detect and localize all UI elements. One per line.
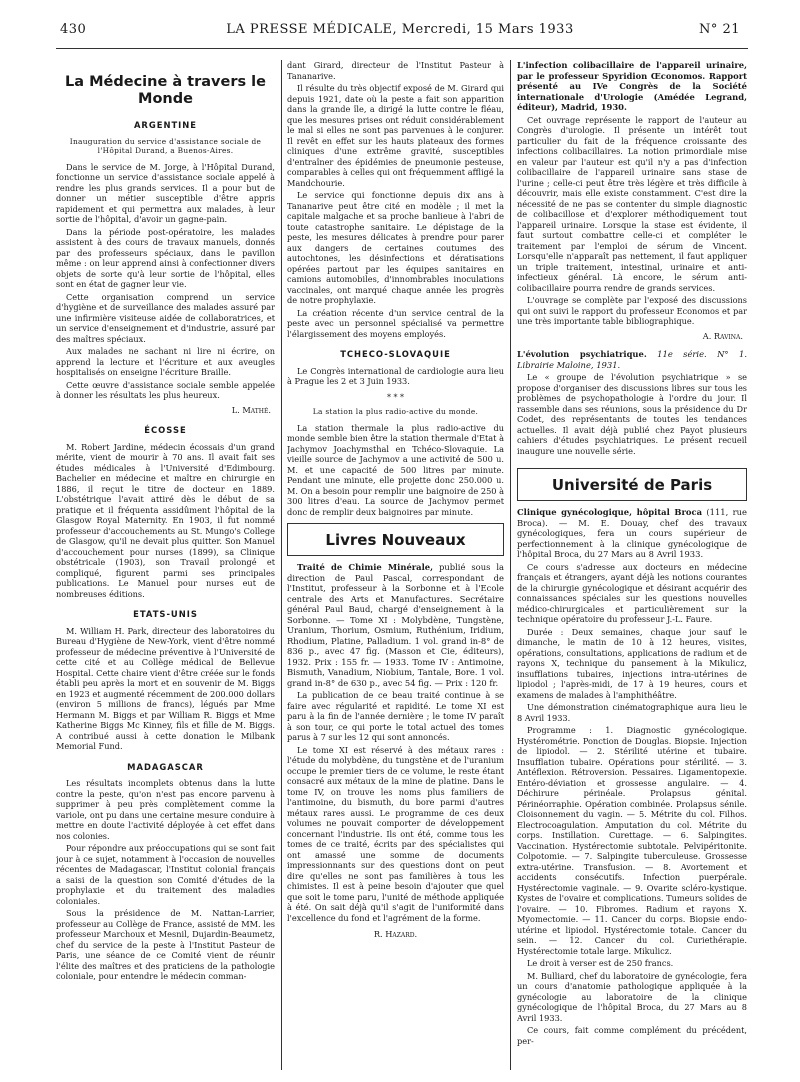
clinique-entry [517, 507, 747, 560]
column-2 [287, 60, 504, 1070]
paragraph: Durée : Deux semaines, chaque jour sauf le dimanche, le matin de 10 à 12 heures, visites, opérations, consultations, applications de radium et de rayons X, technique du pansement à la Mikulicz, insufflations tubaires, injections intra-utérines de lipiodol ; l'après-midi, de 17 à 19 heures, cours et examens de malades à l'amphithéâtre. [517, 626, 747, 700]
book-description: 11e série. N° 1. Librairie Maloine, 1931. [517, 349, 747, 370]
section-heading-universite: Université de Paris [551, 476, 713, 494]
paragraph: L'ouvrage se complète par l'exposé des discussions qui ont suivi le rapport du professeur Economos et par une très importante table bibliographique. [517, 295, 747, 326]
section-title-tcheco: TCHECO-SLOVAQUIE [340, 349, 451, 359]
paragraph: Dans le service de M. Jorge, à l'Hôpital Durand, fonctionne un service d'assistance sociale appelé à rendre les plus grands services. Il a pour but de donner un métier susceptible d'être appris rapidement et qui permettra aux malades, à leur sortie de l'hôpital, d'avoir un gagne-pain. [56, 161, 275, 224]
section-title-ecosse: ÉCOSSE [144, 425, 187, 435]
journal-title: LA PRESSE MÉDICALE, Mercredi, 15 Mars 1933 [226, 22, 574, 37]
book-entry [287, 562, 504, 688]
author-signature: R. Hazard. [373, 929, 418, 939]
paragraph: Le « groupe de l'évolution psychiatrique » se propose d'organiser des discussions libres sur tous les problèmes de psychopathologie à l'ordre du jour. Il rassemble dans ses réunions, sous la présidence du Dr Codet, des représentants de toutes les tendances actuelles. Il avait déjà publié chez Payot plusieurs cahiers d'études psychiatriques. Le présent recueil inaugure une nouvelle série. [517, 372, 747, 456]
paragraph: Une démonstration cinématographique aura lieu le 8 Avril 1933. [517, 702, 747, 723]
paragraph: La création récente d'un service central de la peste avec un personnel spécialisé va permettre l'élargissement des moyens employés. [287, 307, 504, 339]
paragraph: Cette organisation comprend un service d'hygiène et de surveillance des malades assuré par une infirmière visiteuse aidée de collaboratrices, et un service d'enseignement et d'industrie, assuré par des maîtres spéciaux. [56, 291, 275, 344]
author-signature: L. Mathé. [231, 404, 271, 415]
clinique-title: Clinique gynécologique, hôpital Broca [517, 507, 703, 517]
author-signature: A. Ravina. [702, 330, 743, 341]
paragraph: Pour répondre aux préoccupations qui se sont fait jour à ce sujet, notamment à l'occasion de nouvelles récentes de Madagascar, l'Institut colonial français a saisi de la question son Comité d'études de la prophylaxie et du traitement des maladies coloniales. [56, 843, 275, 906]
book-entry [517, 349, 747, 370]
section-heading-medecine: La Médecine à travers le Monde [65, 74, 266, 107]
paragraph: Cette œuvre d'assistance sociale semble appelée à donner les résultats les plus heureux. [56, 379, 275, 400]
paragraph: Cet ouvrage représente le rapport de l'auteur au Congrès d'urologie. Il présente un intérêt tout particulier du fait de la fréquence croissante des infections colibacillaires. La notion primordiale mise en valeur par l'auteur est qu'il n'y a pas d'infection colibacillaire de l'appareil urinaire sans stase de l'urine ; celle-ci peut être très légère et très difficile à découvrir, mais elle existe constamment. C'est dire la nécessité de ne pas se contenter du simple diagnostic de colibacillose et d'explorer méthodiquement tout l'appareil urinaire. Lorsque la stase est évidente, il faut surtout combattre celle-ci et compléter le traitement par l'emploi de sérum de Vincent. Lorsqu'elle n'apparaît pas nettement, il faut appliquer un triple traitement, intestinal, urinaire et anti-infectieux général. Là encore, le sérum anti-colibacillaire pourra rendre de grands services. [517, 114, 747, 293]
paragraph: M. Robert Jardine, médecin écossais d'un grand mérite, vient de mourir à 70 ans. Il avait fait ses études médicales à l'Université d'Edimbourg. Bachelier en médecine et maître en chirurgie en 1886, il reçut le titre de docteur en 1889. L'obstétrique l'avait attiré dès le début de sa pratique et il fréquenta assidûment l'hôpital de la Glasgow Royal Maternity. En 1903, il fut nommé professeur d'accouchements au St. Mungo's College de Glasgow, qu'il ne devait plus quitter. Son Manuel d'accouchement pour nurses (1899), sa Clinique obstétricale (1903), son Travail prolongé et compliqué, figurent parmi ses principales publications. Le Manuel pour nurses eut de nombreuses éditions. [56, 441, 275, 599]
paragraph: M. William H. Park, directeur des laboratoires du Bureau d'Hygiène de New-York, vient d'être nommé professeur de médecine préventive à l'Université de cette cité et au Collège médical de Bellevue Hospital. Cette chaire vient d'être créée sur le fonds établi peu après la mort et en souvenir de M. Biggs en 1923 et augmenté récemment de 200.000 dollars (environ 5 millions de francs), légués par Mme Hermann M. Biggs et par William R. Biggs et Mme Katherine Biggs Mc Kinney, fils et fille de M. Biggs. A contribué aussi à cette donation le Milbank Memorial Fund. [56, 625, 275, 751]
paragraph: Aux malades ne sachant ni lire ni écrire, on apprend la lecture et l'écriture et aux aveugles hospitalisés on enseigne l'écriture Braille. [56, 346, 275, 377]
paragraph: M. Bulliard, chef du laboratoire de gynécologie, fera un cours d'anatomie pathologique appliquée à la gynécologie au laboratoire de la clinique gynécologique de l'hôpital Broca, du 27 Mars au 8 Avril 1933. [517, 970, 747, 1023]
paragraph: Programme : 1. Diagnostic gynécologique. Hystérométrie. Ponction de Douglas. Biopsie. Injection de lipiodol. — 2. Stérilité utérine et tubaire. Insufflation tubaire. Opérations pour stérilité. — 3. Antéflexion. Rétroversion. Pessaires. Ligamentopexie. Entéro-déviation et grossesse angulaire. — 4. Déchirure périnéale. Prolapsus génital. Périnéorraphie. Opération combinée. Prolapsus sénile. Cloisonnement du vagin. — 5. Métrite du col. Filhos. Electrocoagulation. Amputation du col. Métrite du corps. Instillation. Curettage. — 6. Salpingites. Vaccination. Hystérectomie subtotale. Pelvipéritonite. Colpotomie. — 7. Salpingite tuberculeuse. Grossesse extra-utérine. Transfusion. — 8. Avortement et accidents consécutifs. Infection puerpérale. Hystérectomie vaginale. — 9. Ovarite scléro-kystique. Kystes de l'ovaire et complications. Tumeurs solides de l'ovaire. — 10. Fibromes. Radium et rayons X. Myomectomie. — 11. Cancer du corps. Biopsie endo-utérine et lipiodol. Hystérectomie totale. Cancer du sein. — 12. Cancer du col. Curiethérapie. Hystérectomie totale large. Mikulicz. [517, 725, 747, 956]
article-subtitle: La station la plus radio-active du monde. [312, 407, 479, 416]
page-number: 430 [60, 22, 87, 37]
paragraph: Sous la présidence de M. Nattan-Larrier, professeur au Collège de France, assisté de MM. les professeur Marchoux et Mesnil, Dujardin-Beaumetz, chef du service de la peste à l'Institut Pasteur de Paris, une séance de ce Comité vient de réunir l'élite des maîtres et des praticiens de la pathologie coloniale, pour entendre le médecin comman- [56, 908, 275, 981]
column-rule-2 [510, 60, 511, 1070]
paragraph: Ce cours, fait comme complément du précédent, per- [517, 1025, 747, 1046]
column-1 [56, 60, 275, 1070]
heading-box-universite [517, 468, 747, 501]
column-rule-1 [281, 60, 282, 1070]
book-title: L'infection colibacillaire de l'appareil urinaire, [517, 60, 747, 70]
paragraph: Le tome XI est réservé à des métaux rares : l'étude du molybdène, du tungstène et de l'uranium occupe le premier tiers de ce volume, le reste étant consacré aux métaux de la mine de platine. Dans le tome IV, on trouve les noms plus familiers de l'antimoine, du bismuth, du bore parmi d'autres métaux rares aussi. Le programme de ces deux volumes ne pouvait comporter de développement concernant l'industrie. Ils ont été, comme tous les tomes de ce traité, écrits par des spécialistes qui ont amassé une somme de documents impressionnants sur des questions dont on peut dire qu'elles ne sont pas familières à tous les chimistes. Il est à peine besoin d'ajouter que quel que soit le tome paru, l'unité de méthode appliquée à été. On sait déjà qu'il s'agit de l'uniformité dans l'excellence du fond et l'agrément de la forme. [287, 744, 504, 923]
column-3 [517, 60, 747, 1070]
page-header [60, 22, 740, 40]
issue-number: N° 21 [698, 22, 740, 37]
clinique-description: (111, rue Broca). — M. E. Douay, chef des travaux gynécologiques, fera un cours supérieur de perfectionnement à la clinique gynécologique de l'hôpital Broca, du 27 Mars au 8 Avril 1933. [517, 507, 747, 559]
paragraph: Ce cours s'adresse aux docteurs en médecine français et étrangers, ayant déjà les notions courantes de la chirurgie gynécologique et désirant acquérir des connaissances spéciales sur les questions nouvelles médico-chirurgicales et particulièrement sur la technique opératoire du professeur J.-L. Faure. [517, 561, 747, 624]
paragraph: Les résultats incomplets obtenus dans la lutte contre la peste, qu'on n'est pas encore parvenu à supprimer à peu près complètement comme la variole, ont pu dans une certaine mesure conduire à mettre en doute l'activité déployée à cet effet dans nos colonies. [56, 778, 275, 841]
paragraph: Le Congrès international de cardiologie aura lieu à Prague les 2 et 3 Juin 1933. [287, 365, 504, 386]
paragraph: Le service qui fonctionne depuis dix ans à Tananarive peut être cité en modèle ; il met la capitale malgache et sa proche banlieue à l'abri de toute catastrophe sanitaire. Le dépistage de la peste, les mesures délicates à prendre pour parer aux dangers de certaines coutumes des autochtones, les désinfections et dératisations opérées partout par les équipes sanitaires en camions automobiles, d'innombrables inoculations vaccinales, ont marqué chaque année les progrès de notre prophylaxie. [287, 190, 504, 305]
section-heading-livres: Livres Nouveaux [325, 531, 466, 549]
heading-box-livres [287, 523, 504, 556]
article-subtitle: Inauguration du service d'assistance sociale de l'Hôpital Durand, a Buenos-Aires. [69, 136, 262, 155]
section-title-argentine: ARGENTINE [133, 120, 198, 130]
book-entry [517, 60, 747, 113]
book-description: publié sous la direction de Paul Pascal, correspondant de l'Institut, professeur à la Sorbonne et à l'Ecole centrale des Arts et Manufactures. Secrétaire général Paul Baud, chargé d'enseignement à la Sorbonne. — Tome XI : Molybdène, Tungstène, Uranium, Thorium, Osmium, Ruthénium, Iridium, Rhodium, Platine, Palladium. 1 vol. grand in-8° de 836 p., avec 47 fig. (Masson et Cie, éditeurs), 1932. Prix : 155 fr. — 1933. Tome IV : Antimoine, Bismuth, Vanadium, Niobium, Tantale, Bore. 1 vol. grand in-8° de 630 p., avec 54 fig. — Prix : 120 fr. [287, 562, 504, 688]
paragraph: dant Girard, directeur de l'Institut Pasteur à Tananarive. [287, 60, 504, 81]
book-description: par le professeur Spyridion Œconomos. Rapport présenté au IVe Congrès de la Société internationale d'Urologie (Amédée Legrand, éditeur), Madrid, 1930. [517, 70, 747, 112]
header-rule [56, 48, 748, 49]
paragraph: La publication de ce beau traité continue à se faire avec régularité et rapidité. Le tome XI est paru à la fin de l'année dernière ; le tome IV paraît à son tour, ce qui porte le total actuel des tomes parus à 7 sur les 12 qui sont annoncés. [287, 690, 504, 742]
book-title: L'évolution psychiatrique. [517, 349, 647, 359]
section-title-etats-unis: ETATS-UNIS [133, 609, 198, 619]
separator-stars: * * * [386, 392, 405, 402]
book-title: Traité de Chimie Minérale, [297, 562, 434, 572]
paragraph: Le droit à verser est de 250 francs. [527, 958, 674, 968]
section-title-madagascar: MADAGASCAR [127, 761, 204, 772]
paragraph: La station thermale la plus radio-active du monde semble bien être la station thermale d'Etat à Jachymov Joachymsthal en Tchéco-Slovaquie. La vieille source de Jachymov a une activité de 500 u. M. et une capacité de 500 litres par minute. Pendant une minute, elle projette donc 250.000 u. M. On a besoin pour remplir une baignoire de 250 à 300 litres d'eau. La source de Jachymov permet donc de remplir deux baignoires par minute. [287, 422, 504, 517]
paragraph: Dans la période post-opératoire, les malades assistent à des cours de travaux manuels, donnés par des professeurs spéciaux, dans le pavillon même : on leur apprend ainsi à confectionner divers objets de sorte qu'à leur sortie de l'hôpital, elles sont en état de gagner leur vie. [56, 226, 275, 289]
paragraph: Il résulte du très objectif exposé de M. Girard qui depuis 1921, date où la peste a fait son apparition dans la grande île, a dirigé la lutte contre le fléau, que les mesures prises ont réduit considérablement le mal si elles ne sont pas parvenues à le conjurer. Il revêt en effet sur les hauts plateaux des formes cliniques d'une extrême gravité, susceptibles d'entraîner des épidémies de pneumonie pesteuse, comparables à celles qui ont fréquemment affligé la Mandchourie. [287, 83, 504, 188]
